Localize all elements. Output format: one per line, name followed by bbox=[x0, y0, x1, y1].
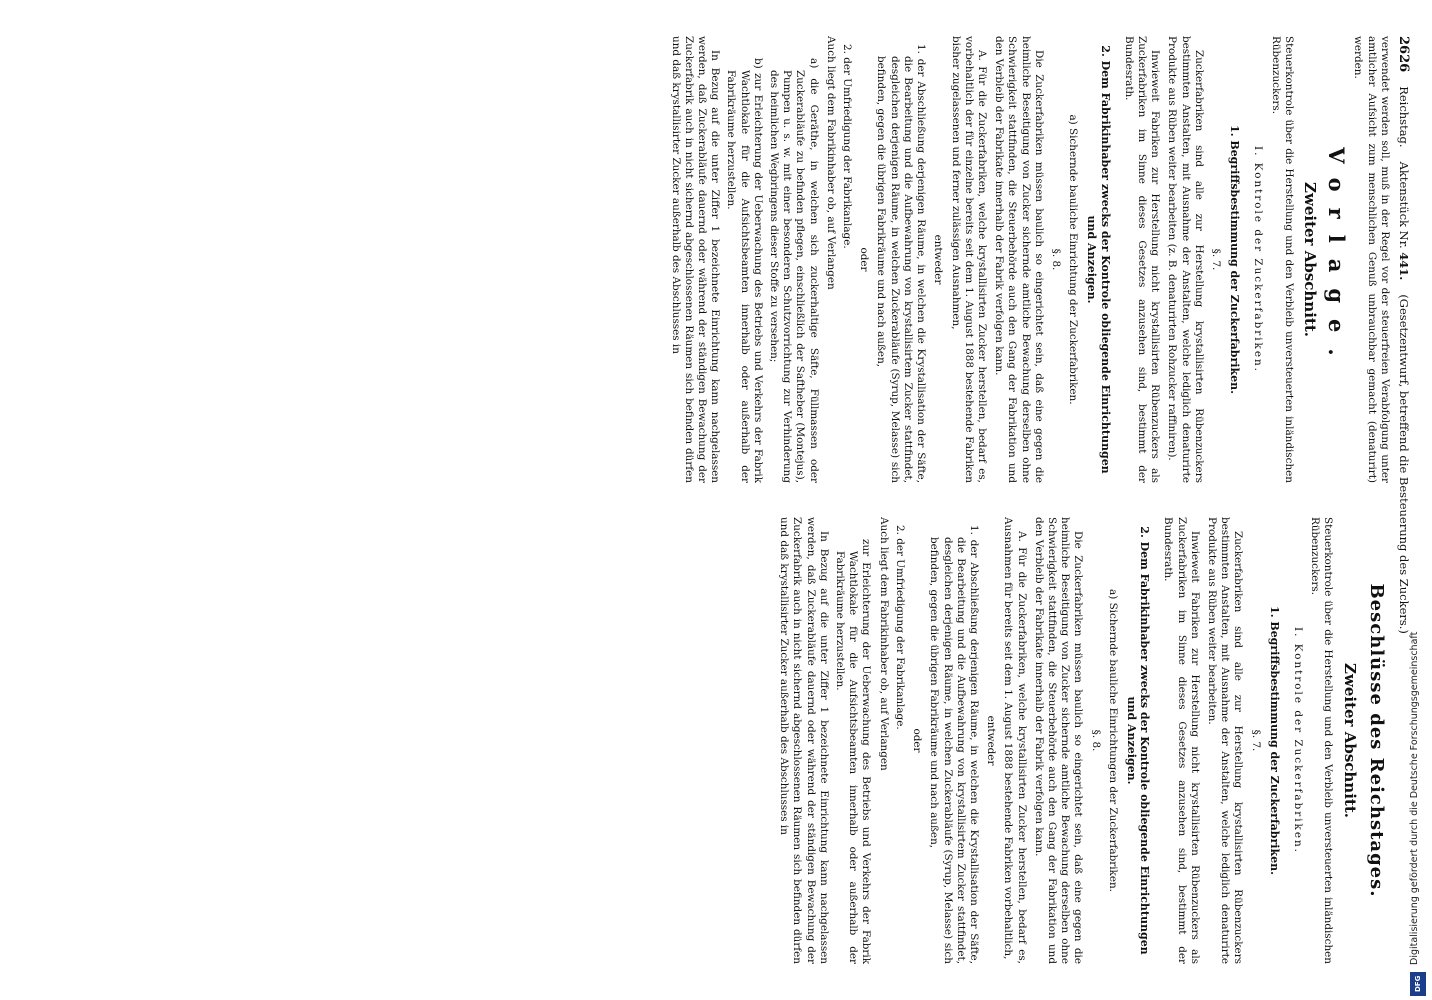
right-item1: 1. der Abschließung derjenigen Räume, in welchen die Krystallisation der Säfte, die Bearbeitung und die Aufbewahrung von krystallisirtem Zucker stattfindet, desgleichen derjenigen Räume, in welchen Zuckerabläufe (Syrup, Melasse) sich befinden, gegen die übrigen Fabrikräume und nach außen, bbox=[928, 525, 980, 964]
left-section: Zweiter Abschnitt. bbox=[1300, 182, 1319, 337]
left-column bbox=[664, 36, 1390, 483]
left-entweder: entweder bbox=[932, 234, 945, 285]
right-also: Auch liegt dem Fabrikinhaber ob, auf Verlangen bbox=[877, 517, 890, 771]
left-p7a: Zuckerfabriken sind alle zur Herstellung krystallisirten Rübenzuckers bestimmten Anstalten, mit Ausnahme der Anstalten, welche lediglich denaturirte Produkte aus Rüben weiter bearbeiten (z. B. denaturirten Rohzucker raffiniren). bbox=[1166, 36, 1205, 483]
document-number: 441. bbox=[1397, 252, 1411, 281]
document-label bbox=[1397, 162, 1410, 281]
dfg-logo-icon: DFG bbox=[1410, 972, 1426, 996]
left-p8b: A. Für die Zuckerfabriken, welche krystallisirten Zucker herstellen, bedarf es, vorbehaltlich der für einzelne bereits seit dem 1. August 1888 bestehende Fabriken bisher zugelassenen und ferner zulässigen Ausnahmen, bbox=[949, 36, 988, 483]
left-closing: In Bezug auf die unter Ziffer 1 bezeichnete Einrichtung kann nachgelassen werden, daß Zuckerabläufe dauernd oder während der ständigen Bewachung der Zuckerfabrik auch in nicht sichernd abgeschlossenen Räumen sich befinden dürfen und daß krystallisirter Zucker außerhalb des Abschlusses in bbox=[669, 36, 722, 483]
footer-text: Digitalisierung gefördert durch die Deutsche Forschungsgemeinschaft bbox=[1409, 631, 1420, 965]
right-sub2: 2. Dem Fabrikinhaber zwecks der Kontrole obliegende Einrichtungen und Anzeigen. bbox=[1124, 526, 1152, 955]
left-item1: 1. der Abschließung derjenigen Räume, in welchen die Krystallisation der Säfte, die Bearbeitung und die Aufbewahrung von krystallisirtem Zucker stattfindet, desgleichen derjenigen Räume, in welchen Zuckerabläufe (Syrup, Melasse) sich befinden, gegen die übrigen Fabrikräume und nach außen, bbox=[875, 44, 928, 483]
right-para7: §. 7. bbox=[1249, 729, 1262, 752]
right-subB: zur Erleichterung der Ueberwachung des Betriebs und Verkehrs der Fabrik Wachtlokale für die Aufsichtsbeamten innerhalb oder außerhalb der Fabrikräume herzustellen. bbox=[834, 539, 873, 964]
digitization-footer bbox=[1405, 610, 1432, 1000]
right-p8a: Die Zuckerfabriken müssen baulich so eingerichtet sein, daß eine gegen die heimliche Beseitigung von Zucker sichernde amtliche Bewachung derselben ohne Schwierigkeit stattfinden, die Steuerbehörde auch den Gang der Fabrikation und den Verbleib der Fabrikate innerhalb der Fabrik verfolgen kann. bbox=[1032, 517, 1085, 964]
right-part1: I. Kontrole der Zuckerfabriken. bbox=[1291, 627, 1304, 854]
left-sub2: 2. Dem Fabrikinhaber zwecks der Kontrole obliegende Einrichtungen und Anzeigen. bbox=[1085, 45, 1112, 474]
left-part1: I. Kontrole der Zuckerfabriken. bbox=[1252, 146, 1265, 373]
right-para8: §. 8. bbox=[1089, 729, 1102, 752]
left-item2: 2. der Umfriedigung der Fabrikanlage. bbox=[841, 44, 854, 249]
source-label: Reichstag. bbox=[1397, 86, 1411, 148]
right-item2: 2. der Umfriedigung der Fabrikanlage. bbox=[893, 525, 906, 730]
right-p7a: Zuckerfabriken sind alle zur Herstellung krystallisirten Rübenzuckers bestimmten Anstalten, mit Ausnahme der Anstalten, welche lediglich denaturirte Produkte aus Rüben weiter bearbeiten. bbox=[1205, 517, 1245, 964]
right-heading: Beschlüsse des Reichstages. bbox=[1365, 583, 1387, 898]
right-section: Zweiter Abschnitt. bbox=[1340, 663, 1359, 818]
right-entweder: entweder bbox=[985, 715, 998, 766]
right-section-intro: Steuerkontrole über die Herstellung und den Verbleib unversteuerten inländischen Rübenzuckers. bbox=[1309, 517, 1335, 964]
page-number: 2626 bbox=[1396, 36, 1411, 73]
document-title: (Gesetzentwurf, betreffend die Besteuerung des Zuckers.) bbox=[1397, 294, 1411, 634]
left-heading: Vorlage. bbox=[1324, 147, 1350, 372]
right-p7b: Inwieweit Fabriken zur Herstellung nicht krystallisirten Rübenzuckers als Zuckerfabriken im Sinne dieses Gesetzes anzusehen sind, bestimmt der Bundesrath. bbox=[1162, 517, 1201, 964]
right-sub1: 1. Begriffsbestimmung der Zuckerfabriken. bbox=[1267, 606, 1281, 875]
right-closing: In Bezug auf die unter Ziffer 1 bezeichnete Einrichtung kann nachgelassen werden, daß Zuckerabläufe dauernd oder während der ständigen Bewachung der Zuckerfabrik auch in nicht sichernd abgeschlossenen Räumen sich befinden dürfen und daß krystallisirter Zucker außerhalb des Abschlusses in bbox=[778, 517, 830, 964]
right-column bbox=[664, 517, 1390, 964]
left-intro: verwendet werden soll, muß in der Regel vor der steuerfreien Verabfolgung unter amtlicher Aufsicht zum menschlichen Genuß unbrauchbar gemacht (denaturirt) werden. bbox=[1352, 36, 1391, 483]
left-para7: §. 7. bbox=[1209, 248, 1222, 271]
left-section-intro: Steuerkontrole über die Herstellung und den Verbleib unversteuerten inländischen Rübenzuckers. bbox=[1269, 36, 1295, 483]
left-p8a: Die Zuckerfabriken müssen baulich so eingerichtet sein, daß eine gegen die heimliche Beseitigung von Zucker sichernde amtliche Bewachung derselben ohne Schwierigkeit stattfinden, die Steuerbehörde auch den Gang der Fabrikation und den Verbleib der Fabrikate innerhalb der Fabrik verfolgen kann. bbox=[993, 36, 1045, 483]
right-p8b: A. Für die Zuckerfabriken, welche krystallisirten Zucker herstellen, bedarf es, Ausnahmen für bereits seit dem 1. August 1888 bestehende Fabriken vorbehaltlich, bbox=[1002, 517, 1028, 964]
left-sub2a: a) Sichernde bauliche Einrichtung der Zuckerfabriken. bbox=[1067, 114, 1080, 405]
left-subA: a) die Geräthe, in welchen sich zuckerhaltige Säfte, Füllmassen oder Zuckerabläufe zu befinden pflegen, einschließlich der Saftheber (Montejus), Pumpen u. s. w. mit einer besonderen Schutzvorrichtung zur Verhinderung des heimlichen Wegbringens dieser Stoffe zu versehen; bbox=[768, 58, 820, 483]
left-oder: oder bbox=[858, 247, 871, 272]
left-sub1: 1. Begriffsbestimmung der Zuckerfabriken. bbox=[1228, 125, 1242, 394]
document-prefix: Aktenstück Nr. bbox=[1397, 161, 1411, 249]
right-sub2a: a) Sichernde bauliche Einrichtungen der Zuckerfabriken. bbox=[1106, 589, 1119, 892]
left-also: Auch liegt dem Fabrikinhaber ob, auf Verlangen bbox=[824, 36, 837, 290]
left-p7b: Inwieweit Fabriken zur Herstellung nicht krystallisirten Rübenzuckers als Zuckerfabriken im Sinne dieses Gesetzes anzusehen sind, bestimmt der Bundesrath. bbox=[1122, 36, 1162, 483]
left-para8: §. 8. bbox=[1049, 248, 1062, 271]
right-oder: oder bbox=[911, 728, 924, 753]
left-subB: b) zur Erleichterung der Ueberwachung des Betriebs und Verkehrs der Fabrik Wachtlokale für die Aufsichtsbeamten innerhalb oder außerhalb der Fabrikräume herzustellen. bbox=[725, 58, 764, 483]
